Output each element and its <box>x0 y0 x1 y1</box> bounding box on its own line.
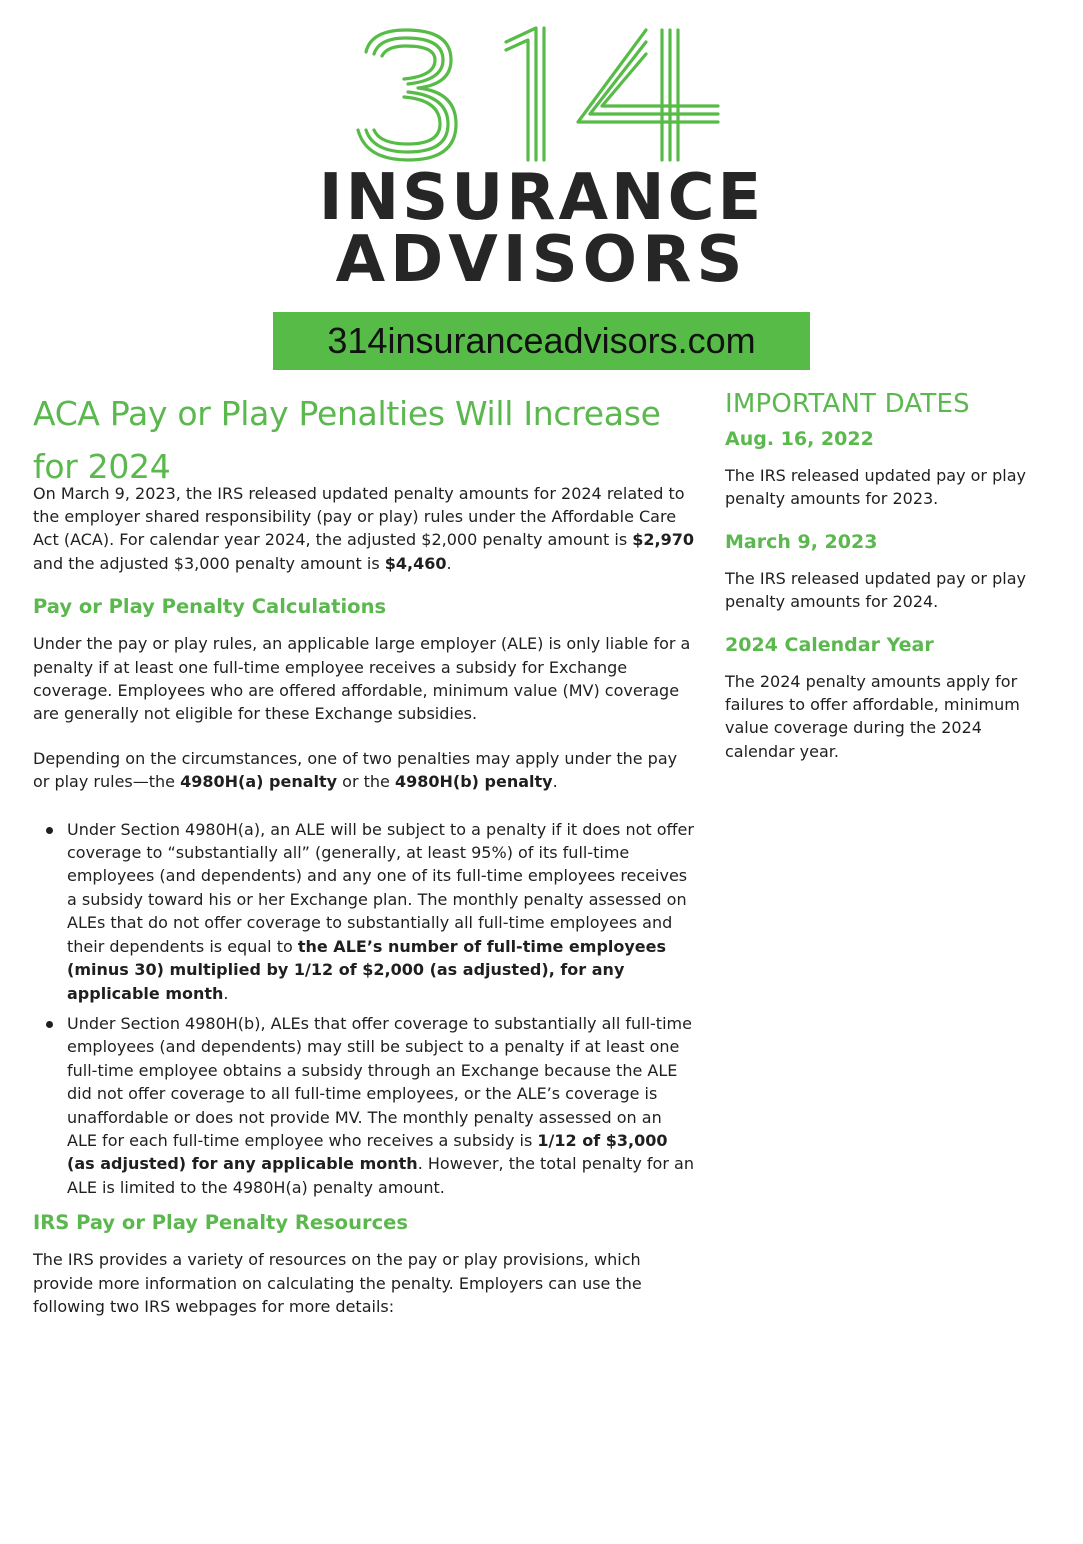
intro-text-3: . <box>446 553 452 573</box>
bullet-emphasis: the ALE’s number of full-time employees (minus 30) multiplied by 1/12 of $2,000 (as adjusted), for any applicable month <box>67 936 667 1003</box>
bullet-text: Under Section 4980H(a), an ALE will be subject to a penalty if it does not offer coverage to “substantially all” (generally, at least 95%) of its full-time employees (and dependents) and any one of its full-time employees receives a subsidy toward his or her Exchange plan. The monthly penalty assessed on ALEs that do not offer coverage to substantially all full-time employees and their dependents is equal to <box>67 819 694 956</box>
calculations-heading: Pay or Play Penalty Calculations <box>33 595 387 619</box>
penalty-b-label: 4980H(b) penalty <box>394 772 553 792</box>
sidebar-heading: IMPORTANT DATES <box>725 389 970 419</box>
bullet-text-end: . However, the total penalty for an ALE is limited to the 4980H(a) penalty amount. <box>67 1154 694 1197</box>
list-item-4980h-b <box>67 1012 695 1199</box>
resources-paragraph: The IRS provides a variety of resources on the pay or play provisions, which provide more information on calculating the penalty. Employers can use the following two IRS webpages for more details: <box>33 1250 642 1316</box>
calc-text-2: or the <box>337 772 395 792</box>
resources-heading: IRS Pay or Play Penalty Resources <box>33 1211 408 1235</box>
article-title: ACA Pay or Play Penalties Will Increase for 2024 <box>33 394 661 486</box>
date-description: The IRS released updated pay or play penalty amounts for 2023. <box>725 466 1026 509</box>
calc-text: Depending on the circumstances, one of two penalties may apply under the pay or play rules—the <box>33 748 678 792</box>
date-entry <box>725 428 1045 511</box>
bullet-emphasis: 1/12 of $3,000 (as adjusted) for any applicable month <box>67 1130 668 1174</box>
intro-paragraph <box>33 482 695 576</box>
date-entry <box>725 634 1045 764</box>
date-description: The IRS released updated pay or play penalty amounts for 2024. <box>725 568 1026 612</box>
bullet-text-end: . <box>223 983 229 1003</box>
website-url-banner: 314insuranceadvisors.com <box>273 312 810 370</box>
logo-word-insurance: INSURANCE <box>318 161 765 235</box>
date-description: The 2024 penalty amounts apply for failures to offer affordable, minimum value coverage during the 2024 calendar year. <box>725 671 1020 761</box>
intro-text: On March 9, 2023, the IRS released updated penalty amounts for 2024 related to the employer shared responsibility (pay or play) rules under the Affordable Care Act (ACA). For calendar year 2024, the adjusted $2,000 penalty amount is <box>33 483 685 550</box>
penalty-list <box>33 818 695 1200</box>
company-logo <box>0 0 1083 380</box>
intro-text-2: and the adjusted $3,000 penalty amount is <box>33 553 385 573</box>
penalty-a-label: 4980H(a) penalty <box>180 772 338 792</box>
logo-word-advisors: ADVISORS <box>335 223 748 297</box>
list-item-4980h-a <box>67 818 695 1005</box>
article-column <box>33 388 695 1318</box>
calculations-paragraph-1: Under the pay or play rules, an applicable large employer (ALE) is only liable for a penalty if at least one full-time employee receives a subsidy for Exchange coverage. Employees who are offered affordable, minimum value (MV) coverage are generally not eligible for these Exchange subsidies. <box>33 634 691 724</box>
date-title: 2024 Calendar Year <box>725 633 934 656</box>
logo-314-mark <box>346 22 736 167</box>
date-title: March 9, 2023 <box>725 530 878 553</box>
intro-amount-4460: $4,460 <box>384 553 447 573</box>
date-title: Aug. 16, 2022 <box>725 428 874 450</box>
important-dates-sidebar <box>725 388 1045 783</box>
calc-text-3: . <box>552 772 558 792</box>
calculations-paragraph-2 <box>33 747 695 794</box>
intro-amount-2970: $2,970 <box>632 530 694 550</box>
bullet-text: Under Section 4980H(b), ALEs that offer coverage to substantially all full-time employees (and dependents) may still be subject to a penalty if at least one full-time employee obtains a subsidy through an Exchange because the ALE did not offer coverage to all full-time employees, or the ALE’s coverage is unaffordable or does not provide MV. The monthly penalty assessed on an ALE for each full-time employee who receives a subsidy is <box>67 1013 692 1150</box>
date-entry <box>725 531 1045 614</box>
